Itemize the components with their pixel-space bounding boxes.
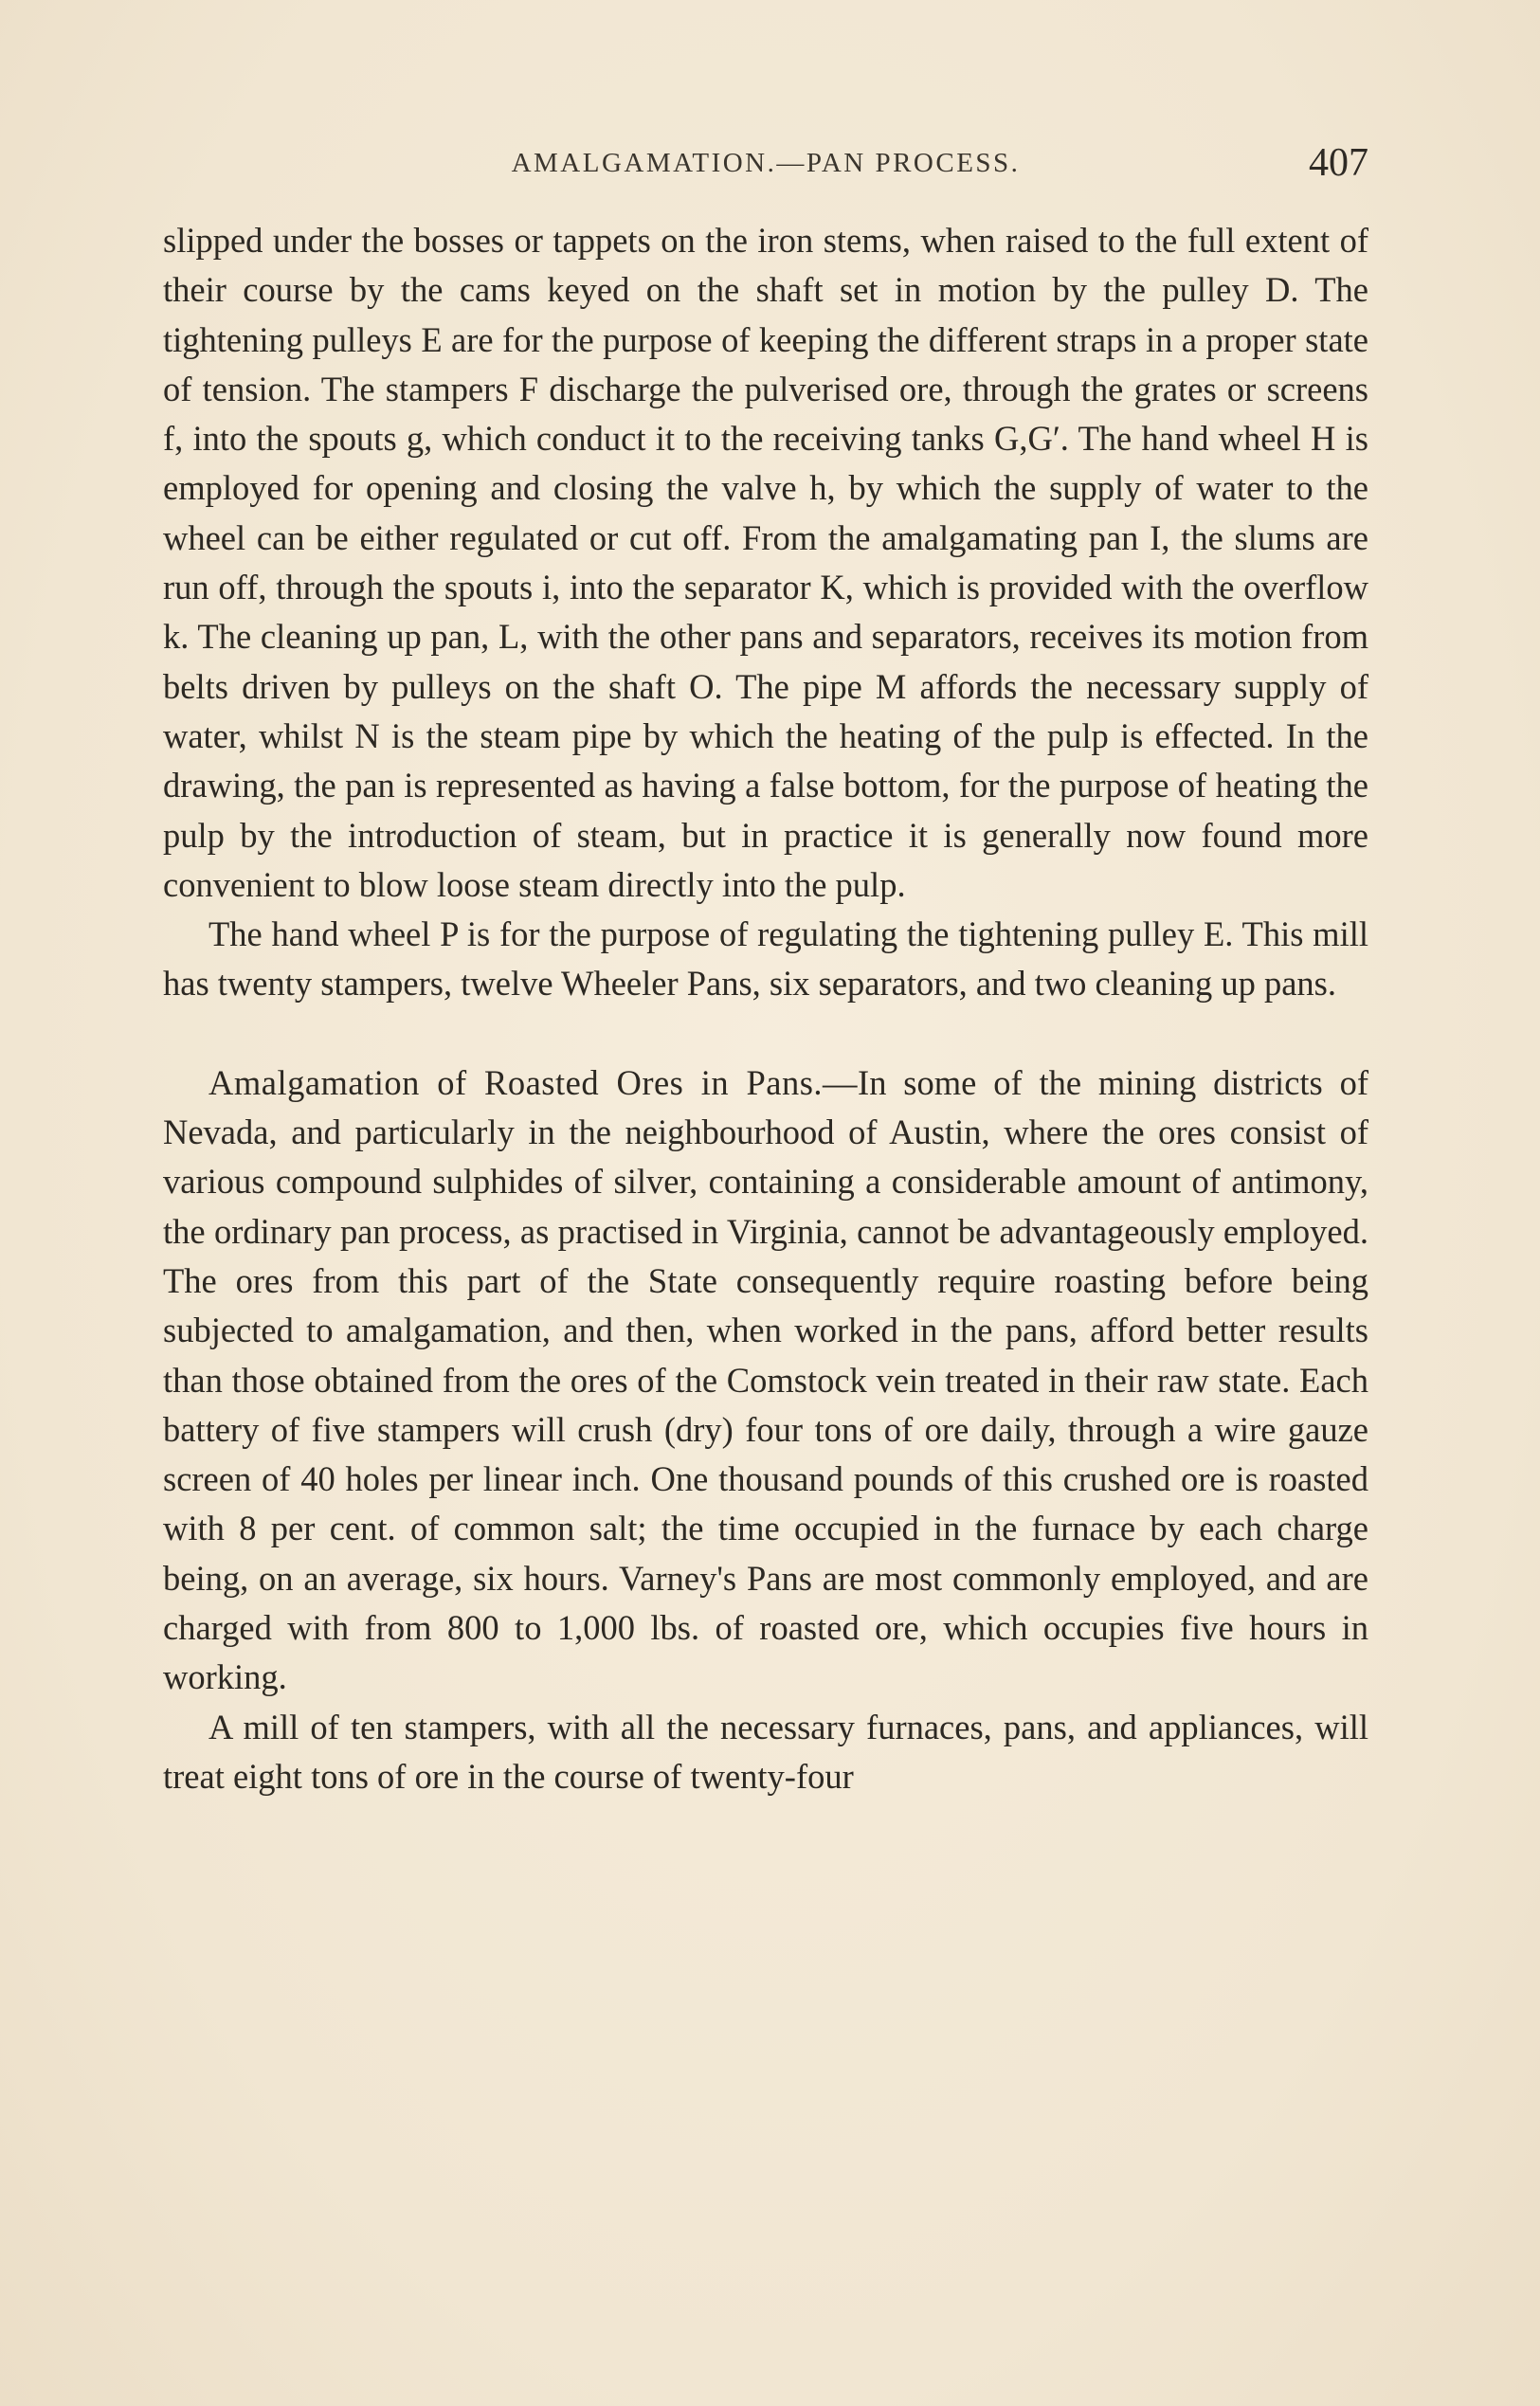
- body-text: [163, 216, 1368, 1801]
- running-head: AMALGAMATION.—PAN PROCESS.: [511, 148, 1021, 178]
- paragraph-3-text: In some of the mining districts of Nevada, and particularly in the neighbourhood of Austin, where the ores consist of various compound sulphides of silver, containing a considerable amount of antimony, the ordinary pan process, as practised in Virginia, cannot be advantageously employed. The ores from this part of the State consequently require roasting before being subjected to amalgamation, and then, when worked in the pans, afford better results than those obtained from the ores of the Comstock vein treated in their raw state. Each battery of five stampers will crush (dry) four tons of ore daily, through a wire gauze screen of 40 holes per linear inch. One thousand pounds of this crushed ore is roasted with 8 per cent. of common salt; the time occupied in the furnace by each charge being, on an average, six hours. Varney's Pans are most commonly employed, and are charged with from 800 to 1,000 lbs. of roasted ore, which occupies five hours in working.: [163, 1062, 1368, 1697]
- page-header: [163, 140, 1368, 193]
- page-number: 407: [1309, 141, 1368, 185]
- paragraph-4: A mill of ten stampers, with all the necessary furnaces, pans, and appliances, will treat eight tons of ore in the course of twenty-four: [163, 1707, 1368, 1796]
- paragraph-1: slipped under the bosses or tappets on the iron stems, when raised to the full extent of their course by the cams keyed on the shaft set in motion by the pulley D. The tightening pulleys E are for the purpose of keeping the different straps in a proper state of tension. The stampers F discharge the pulverised ore, through the grates or screens f, into the spouts g, which conduct it to the receiving tanks G,G′. The hand wheel H is employed for opening and closing the valve h, by which the supply of water to the wheel can be either regulated or cut off. From the amalgamating pan I, the slums are run off, through the spouts i, into the separator K, which is provided with the overflow k. The cleaning up pan, L, with the other pans and separators, receives its motion from belts driven by pulleys on the shaft O. The pipe M affords the necessary supply of water, whilst N is the steam pipe by which the heating of the pulp is effected. In the drawing, the pan is represented as having a false bottom, for the purpose of heating the pulp by the introduction of steam, but in practice it is generally now found more convenient to blow loose steam directly into the pulp.: [163, 221, 1368, 904]
- paragraph-3: [163, 1058, 1368, 1703]
- section-heading: Amalgamation of Roasted Ores in Pans.—: [208, 1062, 859, 1102]
- section-gap: [163, 1009, 1368, 1058]
- paragraph-2: The hand wheel P is for the purpose of regulating the tightening pulley E. This mill has twenty stampers, twelve Wheeler Pans, six separators, and two cleaning up pans.: [163, 914, 1368, 1004]
